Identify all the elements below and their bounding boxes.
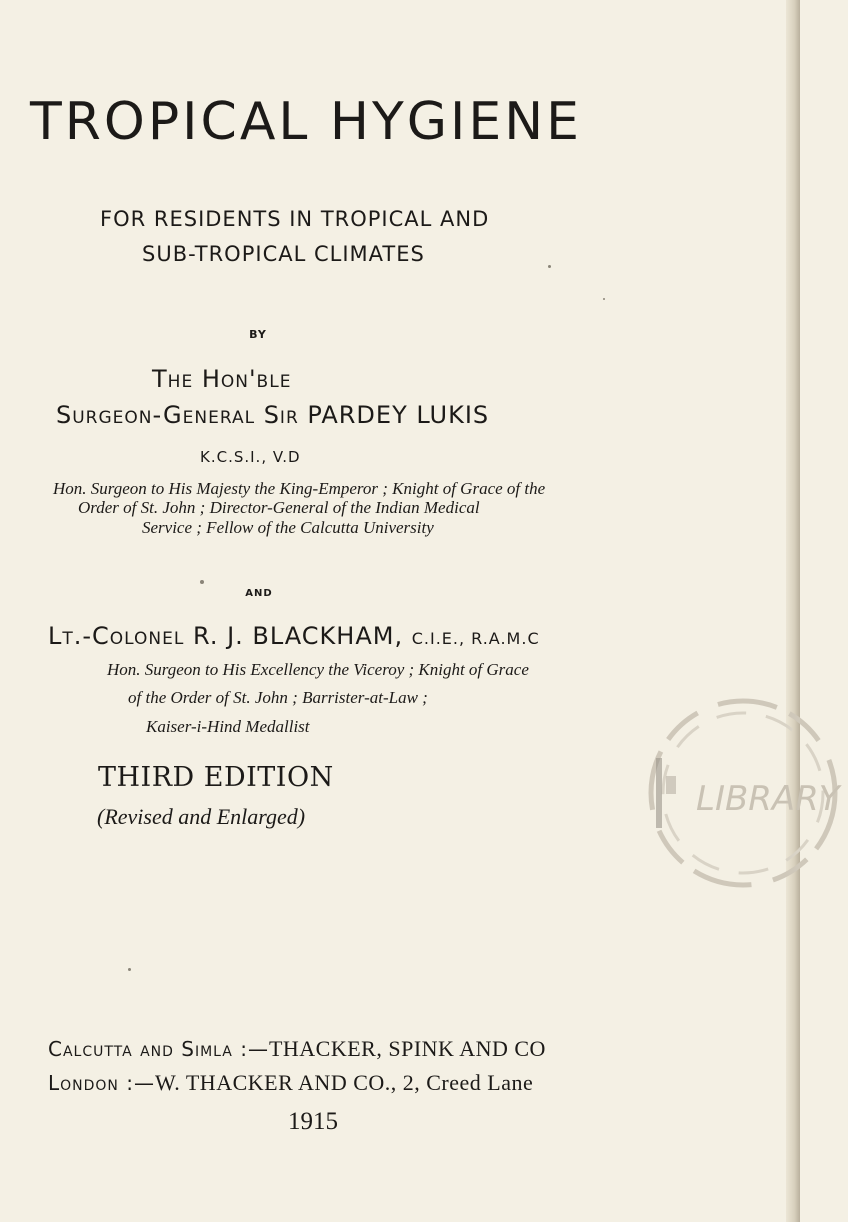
book-title: TROPICAL HYGIENE xyxy=(30,92,583,152)
author1-description-line-3: Service ; Fellow of the Calcutta University xyxy=(142,518,434,537)
and-label: AND xyxy=(245,588,273,599)
page-edge xyxy=(786,0,800,1222)
edition-label: THIRD EDITION xyxy=(98,762,334,793)
author1-name-line xyxy=(56,401,676,429)
edition-note: (Revised and Enlarged) xyxy=(97,804,306,829)
paper-speck xyxy=(200,580,204,584)
subtitle-line-2: SUB-TROPICAL CLIMATES xyxy=(142,242,425,266)
publisher-line-1 xyxy=(48,1036,748,1062)
library-stamp-icon xyxy=(638,688,848,898)
author1-rank: Surgeon-General Sir xyxy=(56,401,299,429)
author1-name: PARDEY LUKIS xyxy=(307,401,490,429)
author1-description-line-2: Order of St. John ; Director-General of the Indian Medical xyxy=(78,498,480,517)
author2-description-line-1: Hon. Surgeon to His Excellency the Viceroy ; Knight of Grace xyxy=(107,660,529,679)
paper-speck xyxy=(128,968,131,971)
publisher-2-location: London :— xyxy=(48,1071,156,1095)
author2-name-line xyxy=(48,622,768,650)
publication-year: 1915 xyxy=(288,1108,338,1135)
by-label: BY xyxy=(249,328,267,341)
paper-speck xyxy=(603,298,605,300)
author2-postnominals: C.I.E., R.A.M.C xyxy=(411,629,540,648)
author2-description-line-2: of the Order of St. John ; Barrister-at-Law ; xyxy=(128,688,428,707)
paper-speck xyxy=(548,265,551,268)
author1-postnominals: K.C.S.I., V.D xyxy=(200,448,301,466)
author2-name: R. J. BLACKHAM, xyxy=(193,622,404,650)
author2-description-line-3: Kaiser-i-Hind Medallist xyxy=(146,717,310,736)
author2-rank: Lt.-Colonel xyxy=(48,622,185,650)
library-stamp-text: LIBRARY xyxy=(696,779,840,819)
publisher-1-location: Calcutta and Simla :— xyxy=(48,1037,269,1061)
author1-description-line-1: Hon. Surgeon to His Majesty the King-Emperor ; Knight of Grace of the xyxy=(53,479,546,498)
publisher-2-name: W. THACKER AND CO., 2, Creed Lane xyxy=(155,1070,534,1095)
publisher-1-name: THACKER, SPINK AND CO xyxy=(268,1036,546,1061)
publisher-line-2 xyxy=(48,1070,778,1096)
subtitle-line-1: FOR RESIDENTS IN TROPICAL AND xyxy=(100,207,490,231)
author1-honorific: The Hon'ble xyxy=(152,365,292,393)
